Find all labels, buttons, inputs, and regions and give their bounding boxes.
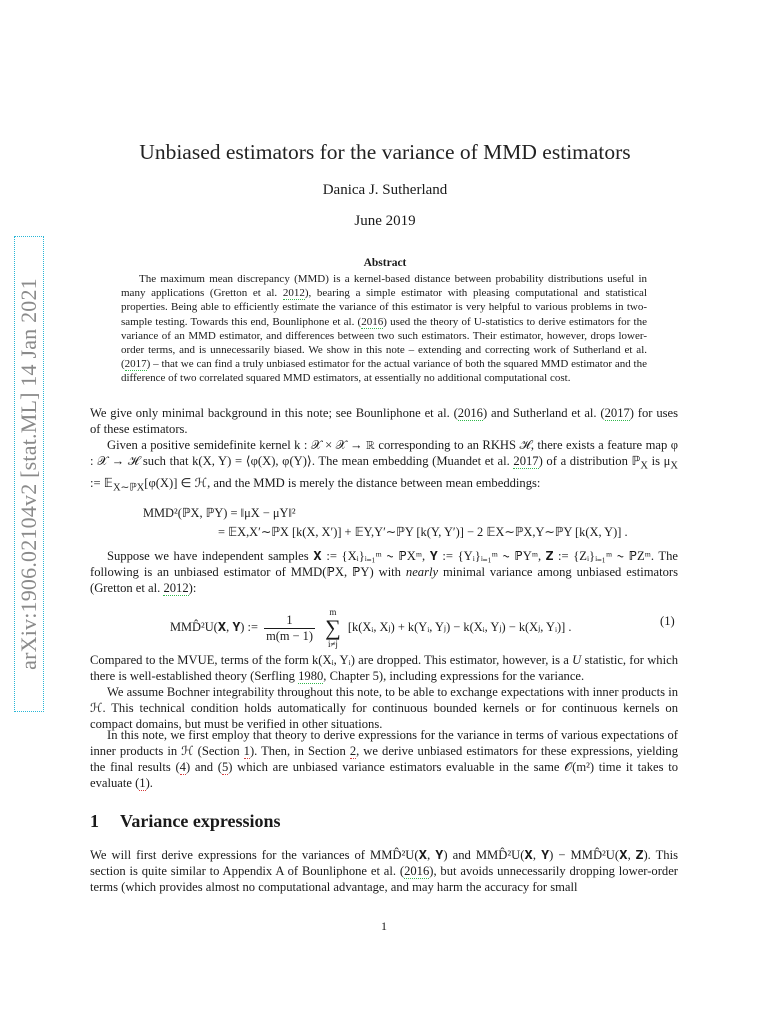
citation-link[interactable]: 2016 — [404, 864, 430, 878]
equation-ref-link[interactable]: 4 — [179, 760, 186, 774]
citation-link[interactable]: 2017 — [513, 454, 539, 468]
citation-link[interactable]: 1980 — [298, 669, 324, 683]
citation-link[interactable]: 2012 — [163, 581, 189, 595]
section-heading: 1 Variance expressions — [90, 811, 281, 831]
author: Danica J. Sutherland — [322, 182, 448, 198]
page-number: 1 — [381, 919, 387, 933]
abstract-text: The maximum mean discrepancy (MMD) is a kernel-based distance between probability distributions useful in many applications (Gretton et al. 2012), bearing a simple estimator with pleasing computational and statistical properties. Being able to efficiently estimate the variance of this estimator is very helpful to various problems in two-sample testing. Towards this end, Bounliphone et al. (2016) used the theory of U-statistics to derive estimators for the variance of an MMD estimator, and differences between two such estimators. Their estimator, however, drops lower-order terms, and is unnecessarily biased. We show in this note – extending and correcting work of Sutherland et al. (2017) – that we can find a truly unbiased estimator for the actual variance of both the squared MMD estimator and the difference of two correlated squared MMD estimators, at essentially no additional computational cost. — [121, 273, 647, 385]
citation-link[interactable]: 2012 — [282, 287, 305, 300]
paper-title: Unbiased estimators for the variance of MMD estimators — [139, 140, 631, 164]
equation-1: MMD̂²U(𝐗, 𝐘) := $\frac{1}{m(m - 1)}$ m ∑ i≠j [k(Xᵢ, Xⱼ) + k(Yᵢ, Yⱼ) − k(Xᵢ, Yⱼ) − k(Xⱼ, Yᵢ)] . — [170, 607, 572, 649]
citation-link[interactable]: 2016 — [457, 406, 483, 420]
citation-link[interactable]: 2017 — [604, 406, 630, 420]
citation-link[interactable]: 2017 — [124, 358, 147, 371]
date: June 2019 — [354, 213, 416, 229]
arxiv-stamp[interactable]: arXiv:1906.02104v2 [stat.ML] 14 Jan 2021 — [16, 278, 41, 670]
equation-mmd-line2: = 𝔼X,X′∼ℙX [k(X, X′)] + 𝔼Y,Y′∼ℙY [k(Y, Y′)] − 2 𝔼X∼ℙX,Y∼ℙY [k(X, Y)] . — [218, 525, 628, 539]
equation-ref-link[interactable]: 1 — [139, 776, 146, 790]
citation-link[interactable]: 2016 — [361, 315, 384, 328]
paragraph-samples: Suppose we have independent samples 𝐗 := {Xᵢ}ᵢ₌₁ᵐ ∼ ℙXᵐ, 𝐘 := {Yᵢ}ᵢ₌₁ᵐ ∼ ℙYᵐ, 𝐙 := {Zᵢ}ᵢ₌₁ᵐ ∼ ℙZᵐ. The following is an unbiased estimator of MMD(ℙX, ℙY) with nearly minimal variance among unbiased estimators (Gretton et al. 2012): — [90, 549, 679, 595]
abstract-heading: Abstract — [363, 257, 407, 269]
paragraph-intro: We give only minimal background in this note; see Bounliphone et al. (2016) and Sutherland et al. (2017) for uses of these estimators. — [90, 406, 679, 436]
paragraph-overview: In this note, we first employ that theory to derive expressions for the variance in terms of various expectations of inner products in ℋ (Section 1). Then, in Section 2, we derive unbiased estimators for these expressions, yielding the final results (4) and (5) which are unbiased variance estimators evaluable in the same 𝒪(m²) time it takes to evaluate (1). — [90, 728, 679, 790]
fraction: $\frac{1}{m(m - 1)}$ — [266, 612, 313, 643]
paragraph-bochner: We assume Bochner integrability throughout this note, to be able to exchange expectations with inner products in ℋ. This technical condition holds automatically for continuous bounded kernels or for continuous kernels on compact domains, but must be verified in other situations. — [90, 685, 678, 731]
paragraph-mean-embedding: Given a positive semidefinite kernel k : 𝒳 × 𝒳 → ℝ corresponding to an RKHS ℋ, there exists a feature map φ : 𝒳 → ℋ such that k(X, Y) = ⟨φ(X), φ(Y)⟩. The mean embedding (Muandet et al. 2017) of a distribution ℙ$_X$ is $\mu_X$ := 𝔼$_{X\sim ℙX}$[φ(X)] ∈ ℋ, and the MMD is merely the distance between mean embeddings: — [90, 438, 678, 494]
equation-mmd-line1: MMD²(ℙX, ℙY) = ‖μX − μY‖² — [143, 506, 296, 520]
section-ref-link[interactable]: 1 — [243, 744, 250, 758]
section-ref-link[interactable]: 2 — [349, 744, 357, 758]
equation-number: (1) — [660, 614, 675, 628]
summation-operator: m ∑ i≠j — [325, 607, 341, 649]
equation-ref-link[interactable]: 5 — [221, 760, 229, 774]
paragraph-variance: We will first derive expressions for the variances of MMD̂²U(𝐗, 𝐘) and MMD̂²U(𝐗, 𝐘) − MMD̂²U(𝐗, 𝐙). This section is quite similar to Appendix A of Bounliphone et al. (2016), but avoids unnecessarily dropping lower-order terms (which provides almost no computational advantage, and may harm the accuracy for small — [90, 848, 678, 894]
paragraph-mvue: Compared to the MVUE, terms of the form k(Xᵢ, Yᵢ) are dropped. This estimator, however, is a U statistic, for which there is well-established theory (Serfling 1980, Chapter 5), including expressions for the variance. — [90, 653, 678, 683]
